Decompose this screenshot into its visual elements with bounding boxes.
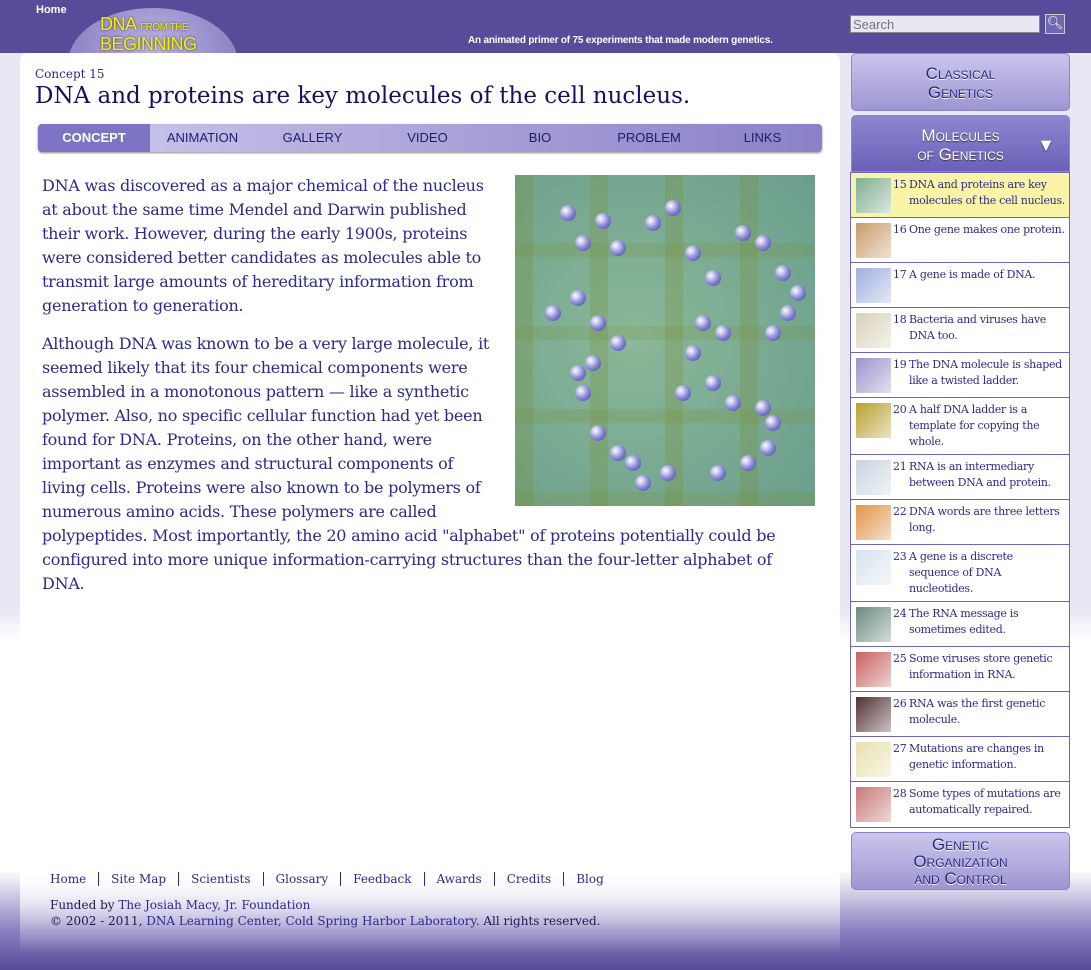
concept-thumbnail [856, 223, 891, 258]
molecule-bead [755, 400, 771, 416]
tab-video[interactable]: VIDEO [407, 130, 448, 145]
section-genetic-organization[interactable]: Genetic Organization and Control [851, 832, 1070, 890]
concept-label: Concept 15 [35, 67, 105, 81]
funded-prefix: Funded by [50, 898, 119, 912]
molecule-bead [780, 305, 796, 321]
concept-thumbnail [856, 268, 891, 303]
concept-thumbnail [856, 742, 891, 777]
molecule-bead [660, 465, 676, 481]
concept-thumbnail [856, 403, 891, 438]
concept-number: 27 [893, 742, 907, 755]
footer-sitemap-link[interactable]: Site Map [98, 872, 178, 886]
molecule-bead [755, 235, 771, 251]
concept-list-item[interactable] [851, 545, 1069, 602]
concept-title: RNA is an intermediary between DNA and protein. [909, 460, 1051, 489]
macy-foundation-link[interactable]: The Josiah Macy, Jr. Foundation [118, 898, 311, 912]
paragraph-2: Although DNA was known to be a very large molecule, it seemed likely that its four chemical components were assembled in a monotonous pattern — like a synthetic polymer. Also, no specific cellular function had yet been found for DNA. Proteins, on the other hand, were important as enzymes and structural components of living cells. Proteins were also known to be polymers of numerous amino acids. These polymers are called polypeptides. Most importantly, the 20 amino acid "alphabet" of proteins potentially could be configured into more unique information-carrying structures than the four-letter alphabet of DNA. [42, 334, 776, 593]
footer-feedback-link[interactable]: Feedback [340, 872, 423, 886]
molecule-bead [585, 355, 601, 371]
footer-nav [50, 872, 616, 886]
tab-animation[interactable]: ANIMATION [166, 130, 239, 145]
concept-thumbnail [856, 550, 891, 585]
tab-links[interactable]: LINKS [743, 130, 782, 145]
concept-list-item[interactable] [851, 353, 1069, 398]
concept-list-item[interactable] [851, 647, 1069, 692]
concept-list-item[interactable] [851, 173, 1069, 218]
copy-prefix: © 2002 - 2011, [50, 914, 147, 928]
footer-blog-link[interactable]: Blog [563, 872, 616, 886]
concept-number: 19 [893, 358, 907, 371]
molecule-bead [575, 235, 591, 251]
concept-number: 16 [893, 223, 907, 236]
molecule-bead [715, 325, 731, 341]
concept-number: 21 [893, 460, 907, 473]
footer-awards-link[interactable]: Awards [424, 872, 494, 886]
concept-list-item[interactable] [851, 455, 1069, 500]
concept-thumbnail [856, 460, 891, 495]
concept-thumbnail [856, 652, 891, 687]
concept-number: 18 [893, 313, 907, 326]
section-molecules-of-genetics[interactable]: Molecules of Genetics ▼ [851, 115, 1070, 172]
tab-bar [38, 124, 822, 152]
search-icon[interactable]: 🔍︎ [1045, 14, 1065, 34]
footer-home-link[interactable]: Home [50, 872, 87, 886]
dnalc-link[interactable]: DNA Learning Center, Cold Spring Harbor Laboratory. [146, 914, 480, 928]
funded-by [50, 898, 310, 912]
concept-number: 22 [893, 505, 907, 518]
molecule-bead [725, 395, 741, 411]
molecule-bead [560, 205, 576, 221]
concept-list-item[interactable] [851, 263, 1069, 308]
home-link[interactable]: Home [36, 4, 67, 16]
molecule-bead [735, 225, 751, 241]
concept-number: 26 [893, 697, 907, 710]
concept-title: A gene is made of DNA. [909, 268, 1036, 281]
molecule-bead [765, 325, 781, 341]
molecule-bead [590, 425, 606, 441]
tab-concept[interactable]: CONCEPT [38, 124, 150, 152]
concept-number: 25 [893, 652, 907, 665]
concept-list-item[interactable] [851, 398, 1069, 455]
copy-suffix: All rights reserved. [479, 914, 601, 928]
concept-number: 15 [893, 178, 907, 191]
footer-scientists-link[interactable]: Scientists [178, 872, 262, 886]
triangle-down-icon: ▼ [1037, 135, 1055, 155]
tab-problem[interactable]: PROBLEM [617, 130, 681, 145]
concept-title: The RNA message is sometimes edited. [909, 607, 1019, 636]
concept-thumbnail [856, 505, 891, 540]
molecule-bead [765, 415, 781, 431]
concept-list-item[interactable] [851, 308, 1069, 353]
concept-title: One gene makes one protein. [909, 223, 1065, 236]
concept-title: Some types of mutations are automatically repaired. [909, 787, 1061, 816]
concept-thumbnail [856, 178, 891, 213]
molecule-bead [610, 240, 626, 256]
molecule-bead [695, 315, 711, 331]
site-logo[interactable]: DNA FROM THE BEGINNING [60, 0, 245, 53]
molecule-bead [610, 335, 626, 351]
concept-title: Some viruses store genetic information in RNA. [909, 652, 1053, 681]
concept-thumbnail [856, 607, 891, 642]
concept-title: A gene is a discrete sequence of DNA nucleotides. [909, 550, 1013, 595]
tagline: An animated primer of 75 experiments that made modern genetics. [468, 35, 773, 46]
molecule-bead [740, 455, 756, 471]
concept-thumbnail [856, 697, 891, 732]
molecule-bead [685, 345, 701, 361]
molecule-bead [635, 475, 651, 491]
molecule-bead [710, 465, 726, 481]
molecule-bead [625, 455, 641, 471]
concept-thumbnail [856, 358, 891, 393]
tab-gallery[interactable]: GALLERY [282, 130, 343, 145]
molecule-bead [595, 213, 611, 229]
concept-list-item[interactable] [851, 500, 1069, 545]
concept-thumbnail [856, 313, 891, 348]
concept-number: 24 [893, 607, 907, 620]
molecule-bead [705, 270, 721, 286]
concept-number: 28 [893, 787, 907, 800]
molecule-bead [685, 245, 701, 261]
molecule-bead [575, 385, 591, 401]
molecule-bead [665, 200, 681, 216]
page-title: DNA and proteins are key molecules of the cell nucleus. [35, 83, 691, 109]
concept-list-item[interactable] [851, 218, 1069, 263]
concept-title: Bacteria and viruses have DNA too. [909, 313, 1046, 342]
concept-title: DNA words are three letters long. [909, 505, 1060, 534]
molecule-bead [790, 285, 806, 301]
molecule-bead [775, 265, 791, 281]
concept-list [850, 172, 1070, 828]
search-input[interactable] [850, 15, 1040, 33]
concept-title: Mutations are changes in genetic information. [909, 742, 1044, 771]
concept-title: DNA and proteins are key molecules of the cell nucleus. [909, 178, 1065, 207]
concept-number: 23 [893, 550, 907, 563]
main-panel [20, 53, 840, 953]
molecule-bead [705, 375, 721, 391]
footer-credits-link[interactable]: Credits [494, 872, 564, 886]
molecule-bead [645, 215, 661, 231]
footer-glossary-link[interactable]: Glossary [263, 872, 341, 886]
molecule-bead [570, 365, 586, 381]
dna-proteins-image[interactable] [515, 175, 815, 506]
molecule-bead [610, 445, 626, 461]
concept-list-item[interactable] [851, 737, 1069, 782]
concept-list-item[interactable] [851, 602, 1069, 647]
molecule-bead [760, 440, 776, 456]
concept-number: 20 [893, 403, 907, 416]
concept-number: 17 [893, 268, 907, 281]
molecule-bead [590, 315, 606, 331]
concept-title: A half DNA ladder is a template for copying the whole. [909, 403, 1040, 448]
molecule-bead [545, 305, 561, 321]
copyright [50, 914, 600, 928]
concept-list-item[interactable] [851, 692, 1069, 737]
paragraph-1: DNA was discovered as a major chemical of the nucleus at about the same time Mendel and Darwin published their work. However, during the early 1900s, proteins were considered better candidates as molecules able to transmit large amounts of hereditary information from generation to generation. [42, 176, 484, 315]
concept-body [42, 174, 797, 610]
molecule-bead [675, 385, 691, 401]
concept-thumbnail [856, 787, 891, 822]
concept-title: The DNA molecule is shaped like a twisted ladder. [909, 358, 1062, 387]
tab-bio[interactable]: BIO [528, 130, 552, 145]
concept-list-item[interactable] [851, 782, 1069, 827]
concept-title: RNA was the first genetic molecule. [909, 697, 1046, 726]
molecule-bead [570, 290, 586, 306]
section-classical-genetics[interactable]: Classical Genetics [851, 53, 1070, 111]
sidebar [850, 53, 1070, 890]
